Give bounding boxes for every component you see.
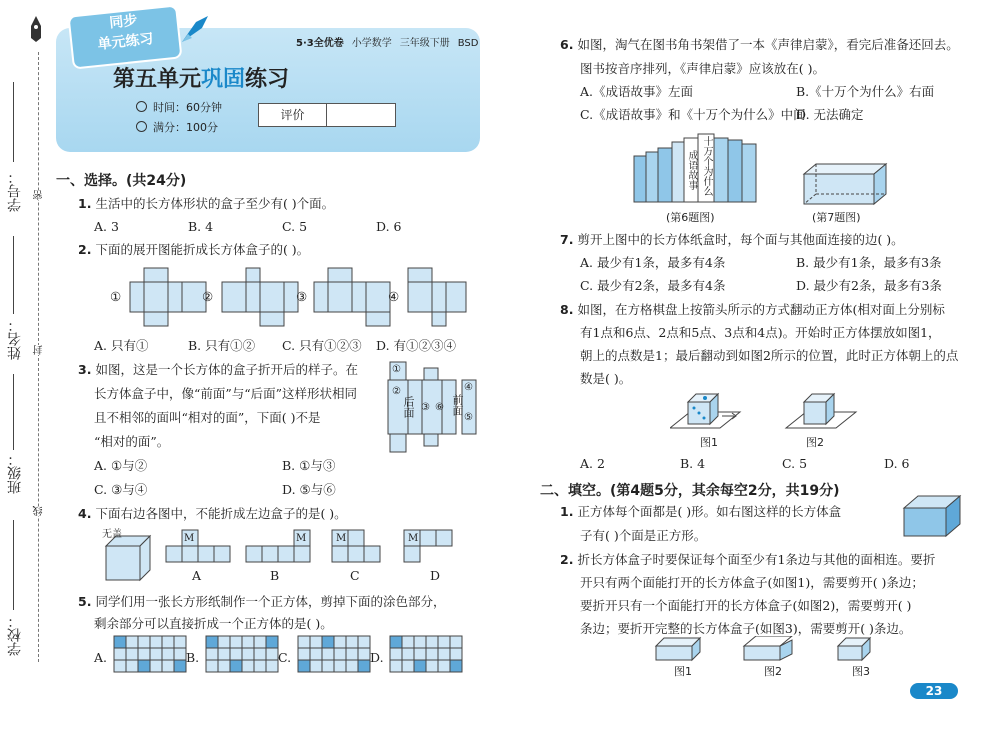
series-info: 5·3全优卷 小学数学 三年级下册 BSD — [296, 38, 479, 49]
no-lid-label: 无盖 — [102, 529, 122, 540]
fill-question-2: 2. 折长方体盒子时要保证每个面至少有1条边与其他的面相连。要折 — [560, 552, 936, 567]
option[interactable]: A. 最少有1条，最多有4条 — [580, 255, 726, 270]
open-box-figures — [652, 636, 882, 664]
binding-strip — [0, 0, 48, 729]
question-3: 3. 如图，这是一个长方体的盒子折开后的样子。在 — [78, 362, 358, 377]
score-info: 满分：100分 — [136, 119, 218, 135]
option[interactable]: A. 2 — [580, 456, 605, 471]
option[interactable]: B. 4 — [680, 456, 706, 471]
option[interactable]: D. 最少有2条，最多有3条 — [796, 278, 942, 293]
student-id-label: 学号： — [7, 170, 23, 212]
dice-figures — [670, 392, 860, 432]
cuboid-figure — [800, 162, 890, 208]
class-label: 班级： — [7, 452, 23, 494]
option[interactable]: C. 5 — [282, 219, 308, 234]
option[interactable]: C. 最少有2条，最多有4条 — [580, 278, 726, 293]
book-spine: 成语故事 — [686, 150, 697, 190]
option[interactable]: A — [192, 568, 202, 583]
student-id-line — [13, 82, 14, 162]
grade-box[interactable]: 评价 — [258, 103, 396, 127]
question-6: 6. 如图，淘气在图书角书架借了一本《声律启蒙》，看完后准备还回去。 — [560, 37, 959, 52]
grid-figures — [110, 634, 480, 678]
option[interactable]: A. 3 — [94, 219, 119, 234]
option[interactable]: A. ①与② — [94, 458, 148, 473]
option[interactable]: A. — [94, 650, 108, 665]
net-label: ④ — [388, 289, 400, 304]
net-label: ③ — [296, 289, 308, 304]
class-line — [13, 374, 14, 450]
option[interactable]: D. 有①②③④ — [376, 338, 457, 353]
seal-mark: 封 — [34, 345, 45, 355]
school-label: 学校： — [7, 614, 23, 656]
option[interactable]: D. — [370, 650, 384, 665]
option[interactable]: B. 4 — [188, 219, 214, 234]
rocket-icon — [178, 12, 212, 46]
check-icon — [136, 121, 147, 132]
net-figures — [108, 264, 468, 332]
grade-input[interactable] — [327, 104, 395, 126]
section-heading: 二、填空。(第4题5分，其余每空2分，共19分) — [540, 483, 840, 499]
option[interactable]: C — [350, 568, 360, 583]
rocket-icon — [30, 16, 42, 44]
school-line — [13, 520, 14, 610]
option[interactable]: D. ⑤与⑥ — [282, 482, 336, 497]
name-line — [13, 236, 14, 314]
section-heading: 一、选择。(共24分) — [56, 173, 187, 189]
question-7: 7. 剪开上图中的长方体纸盒时，每个面与其他面连接的边( )。 — [560, 232, 904, 247]
name-label: 姓名： — [7, 318, 23, 360]
option[interactable]: B. 最少有1条，最多有3条 — [796, 255, 942, 270]
seal-mark: 线 — [34, 506, 45, 516]
fill-question-1: 1. 正方体每个面都是( )形。如右图这样的长方体盒 — [560, 504, 842, 519]
page-title: 第五单元巩固练习 — [112, 67, 290, 92]
time-info: 时间：60分钟 — [136, 99, 222, 115]
option[interactable]: B. — [186, 650, 200, 665]
question-1: 1. 生活中的长方体形状的盒子至少有( )个面。 — [78, 196, 335, 211]
seal-mark: 密 — [34, 190, 45, 200]
option[interactable]: C. 只有①②③ — [282, 338, 362, 353]
option[interactable]: D. 6 — [376, 219, 402, 234]
question-2: 2. 下面的展开图能折成长方体盒子的( )。 — [78, 242, 310, 257]
sync-practice-tag: 同步 单元练习 — [67, 4, 182, 69]
option[interactable]: B. 只有①② — [188, 338, 256, 353]
question-4: 4. 下面右边各图中，不能折成左边盒子的是( )。 — [78, 506, 347, 521]
option[interactable]: D — [430, 568, 441, 583]
option[interactable]: C. — [278, 650, 292, 665]
question-5: 5. 同学们用一张长方形纸制作一个正方体，剪掉下面的涂色部分， — [78, 594, 446, 609]
option[interactable]: C.《成语故事》和《十万个为什么》中间 — [580, 107, 806, 122]
net-label: ② — [202, 289, 214, 304]
clock-icon — [136, 101, 147, 112]
option[interactable]: B. ①与③ — [282, 458, 336, 473]
option[interactable]: B.《十万个为什么》右面 — [796, 84, 935, 99]
option[interactable]: A.《成语故事》左面 — [580, 84, 694, 99]
square-prism-figure — [900, 492, 964, 540]
page-number: 23 — [910, 683, 958, 699]
workbook-page: 学号： 姓名： 班级： 学校： 密 封 线 同步 单元练习 5·3全优卷 小学数学 三年级下册 BSD 第五单元巩固练习 时间：60分钟 满分：100分 评价 一、选择。(共24分) 1. 生活中的长方体形状的盒子至少有( )个面。 A. 3 B. 4 C. 5 D. 6 2. 下面的展开图能折成长方体盒子的( )。 ① ② ③ ④ A. 只有① B. 只有①② C. 只有①②③ D. 有①②③④ 3. 如图，这是一个长方体的盒子折开后的样子。在 长方体盒子中，像“前面”与“后面”这样形状相同 且不相邻的面叫“相对的面”，下面( )不是 “相对的面”。 ① ② 后面 ③ ⑥ 前面 ④ ⑤ A. ①与② B. ①与③ C. ③与④ D. ⑤与⑥ 4. 下面右边各图中，不能折成左边盒子的是( )。 无盖 M M M M A B C D 5. 同学们用一张长方形纸制作一个正方体，剪掉下面的涂色部分， 剩余部分可以直接折成一个正方体的是( )。 A. B. C. D. 6. 如图，淘气在图书角书架借了一本《声律启蒙》，看完后准备还回去。 图书按音序排列，《声律启蒙》应该放在( )。 A.《成语故事》左面 B.《十万个为什么》右面 C.《成语故事》和《十万个为什么》中间 D. 无法确定 成语故事 十万个为什么 (第6题图) (第7题图) 7. 剪开上图中的长方体纸盒时，每个面与其他面连接的边( )。 A. 最少有1条，最多有4条 B. 最少有1条，最多有3条 C. 最少有2条，最多有4条 D. 最少有2条，最多有3条 8. 如图，在方格棋盘上按箭头所示的方式翻动正方体(相对面上分别标 有1点和6点、2点和5点、3点和4点)。开始时正方体摆放如图1， 朝上的点数是1；最后翻动到如图2所示的位置，此时正方体朝上的点 数是( )。 图1 图2 A. 2 B. 4 C. 5 D. 6 二、填空。(第4题5分，其余每空2分，共19分) 1. 正方体每个面都是( )形。如右图这样的长方体盒 子有( )个面是正方形。 2. 折长方体盒子时要保证每个面至少有1条边与其他的面相连。要折 开只有两个面能打开的长方体盒子(如图1)，需要剪开( )条边； 要折开只有一个面能打开的长方体盒子(如图2)，需要剪开( ) 条边；要折开完整的长方体盒子(如图3)，需要剪开( )条边。 图1 图2 图3 23 — [0, 0, 1000, 729]
book-spine: 十万个为什么 — [701, 136, 712, 196]
option[interactable]: C. 5 — [782, 456, 808, 471]
question-8: 8. 如图，在方格棋盘上按箭头所示的方式翻动正方体(相对面上分别标 — [560, 302, 945, 317]
option[interactable]: A. 只有① — [94, 338, 149, 353]
net-label: ① — [110, 289, 122, 304]
option[interactable]: D. 无法确定 — [796, 107, 864, 122]
option[interactable]: D. 6 — [884, 456, 910, 471]
option[interactable]: B — [270, 568, 280, 583]
option[interactable]: C. ③与④ — [94, 482, 148, 497]
